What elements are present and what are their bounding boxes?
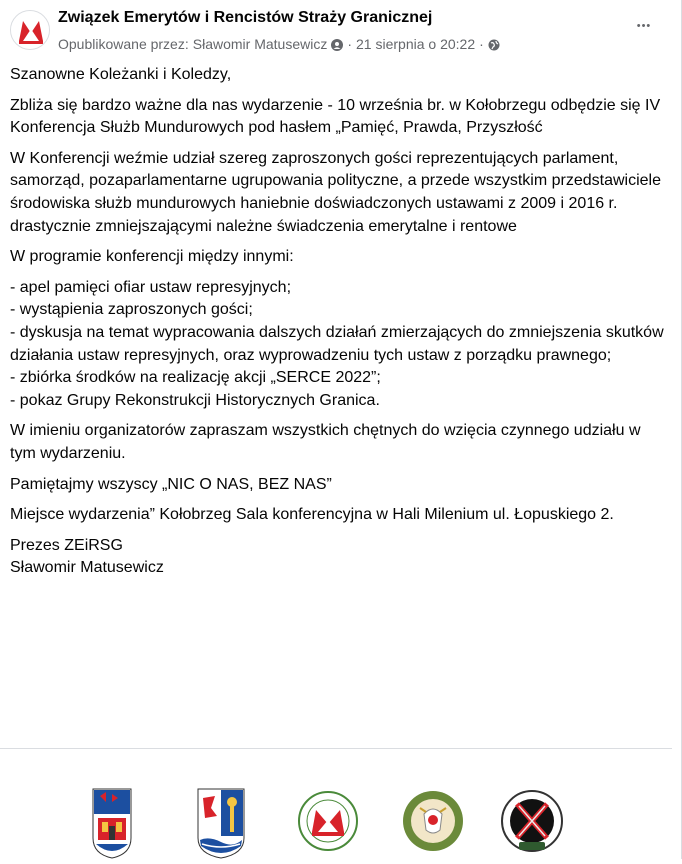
post-header: [10, 8, 672, 56]
program-item: - zbiórka środków na realizację akcji „SERCE 2022”;: [10, 369, 381, 387]
guests-paragraph: W Konferencji weźmie udział szereg zaproszonych gości reprezentujących parlament, samorząd, pozaparlamentarne ugrupowania polityczne, a przede wszystkim przedstawiciele środowiska służb mundurowych haniebnie doświadczonych ustawami z 2009 i 2016 r. drastycznie zmniejszającymi należne świadczenia emerytalne i rentowe: [10, 149, 661, 235]
program-heading: W programie konferencji między innymi:: [10, 248, 294, 266]
globe-icon[interactable]: [488, 38, 500, 50]
zeirsg-avatar-icon: [11, 11, 50, 50]
powiat-kolobrzeski-coat-of-arms-icon: [197, 788, 245, 864]
program-item: - pokaz Grupy Rekonstrukcji Historycznych Granica.: [10, 391, 380, 409]
post-meta: [58, 36, 500, 52]
program-list: [10, 277, 670, 413]
more-options-icon: •••: [636, 20, 652, 32]
greeting-paragraph: Szanowne Koleżanki i Koledzy,: [10, 66, 232, 83]
kolobrzeg-coat-of-arms-icon: [92, 788, 132, 864]
page-name-link[interactable]: Związek Emerytów i Rencistów Straży Granicznej: [58, 9, 433, 26]
signature-block: [10, 535, 670, 580]
more-options-button[interactable]: [630, 12, 658, 40]
program-item: - wystąpienia zaproszonych gości;: [10, 301, 253, 319]
admin-badge-icon: [331, 38, 343, 50]
meta-separator: ·: [347, 36, 353, 52]
page-avatar[interactable]: [10, 10, 50, 50]
invitation-paragraph: W imieniu organizatorów zapraszam wszystkich chętnych do wzięcia czynnego udziału w tym wydarzeniu.: [10, 422, 641, 462]
post-date-link[interactable]: 21 sierpnia o 20:22: [356, 36, 476, 52]
signature-title: Prezes ZEiRSG: [10, 536, 123, 554]
zeirsg-logo-icon: [298, 788, 358, 859]
motto-paragraph: Pamiętajmy wszyscy „NIC O NAS, BEZ NAS”: [10, 475, 332, 493]
signature-name: Sławomir Matusewicz: [10, 559, 164, 577]
program-item: - apel pamięci ofiar ustaw represyjnych;: [10, 278, 292, 296]
program-item: - dyskusja na temat wypracowania dalszych działań zmierzających do zmniejszenia skutków działania ustaw represyjnych, oraz wyprowadzeniu tych ustaw z porządku prawnego;: [10, 323, 664, 364]
swords-logo-icon: [501, 788, 563, 859]
venue-paragraph: Miejsce wydarzenia” Kołobrzeg Sala konferencyjna w Hali Milenium ul. Łopuskiego 2.: [10, 506, 614, 524]
announcement-paragraph: Zbliża się bardzo ważne dla nas wydarzenie - 10 września br. w Kołobrzegu odbędzie się IV Konferencja Służb Mundurowych pod hasłem „Pamięć, Prawda, Przyszłość: [10, 96, 661, 137]
attached-image-logos[interactable]: [0, 750, 672, 859]
published-by-label: Opublikowane przez:: [58, 36, 189, 52]
content-divider: [0, 748, 672, 749]
author-link[interactable]: Sławomir Matusewicz: [192, 36, 328, 52]
meta-separator-2: ·: [479, 36, 484, 52]
post-body: [10, 64, 670, 580]
federacja-logo-icon: [402, 788, 464, 859]
